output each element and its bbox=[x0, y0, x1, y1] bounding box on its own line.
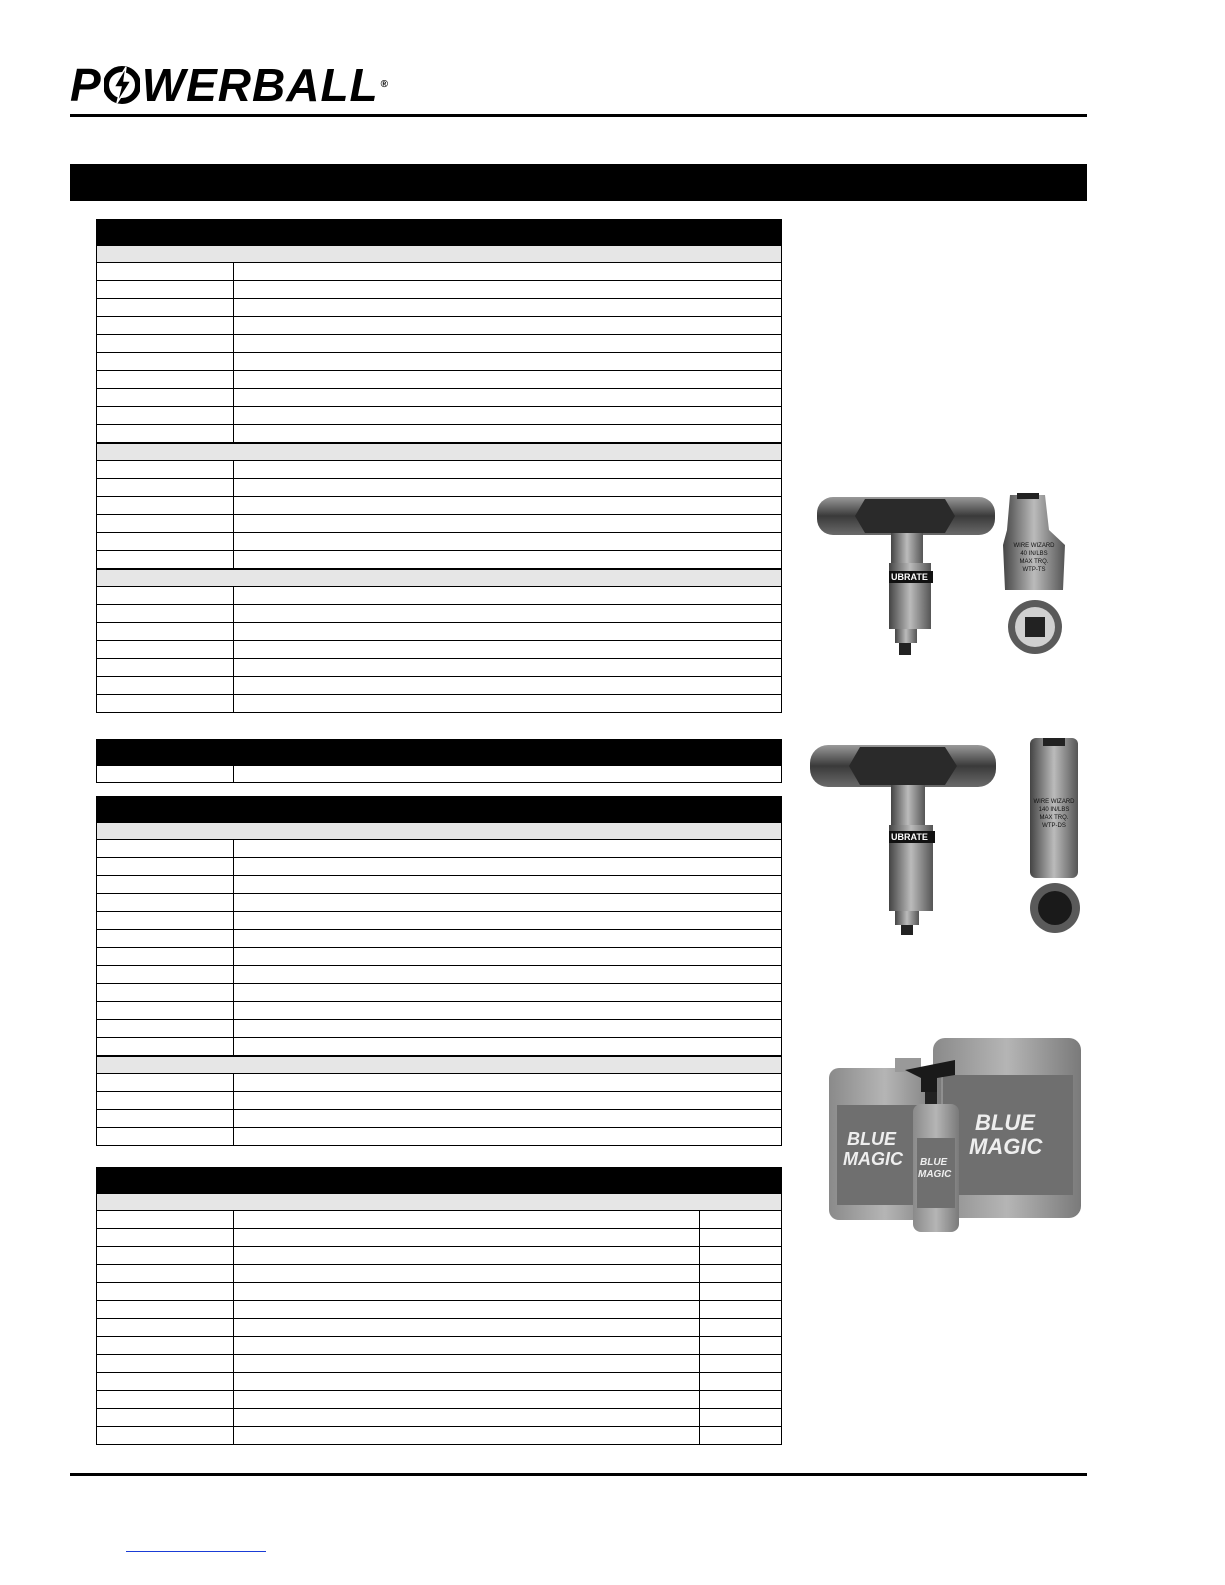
pail-label-line-1: BLUE bbox=[975, 1110, 1035, 1135]
spec-table-3 bbox=[96, 796, 782, 1146]
table-row bbox=[96, 1319, 782, 1337]
socket2-line-4: WTP-DS bbox=[1042, 823, 1066, 829]
torque-tool-photo-1 bbox=[805, 485, 1095, 660]
registered-mark: ® bbox=[380, 79, 390, 90]
table-row bbox=[96, 1427, 782, 1445]
jug-label-line-2: MAGIC bbox=[843, 1149, 903, 1169]
table-row bbox=[96, 1229, 782, 1247]
spec-table-1 bbox=[96, 219, 782, 713]
table-row bbox=[96, 912, 782, 930]
table-row bbox=[96, 1092, 782, 1110]
table-row bbox=[96, 1247, 782, 1265]
table-row bbox=[96, 1110, 782, 1128]
table-row bbox=[96, 1337, 782, 1355]
powerball-logo bbox=[70, 60, 389, 110]
socket2-line-1: WIRE WIZARD bbox=[1033, 799, 1075, 805]
table-row bbox=[96, 587, 782, 605]
t-handle-wrench-icon bbox=[817, 497, 995, 655]
table-row bbox=[96, 299, 782, 317]
header-rule bbox=[70, 114, 1087, 117]
table-row bbox=[96, 335, 782, 353]
table-subheader bbox=[96, 245, 782, 263]
table-subheader bbox=[96, 822, 782, 840]
table-row bbox=[96, 425, 782, 443]
table-row bbox=[96, 1020, 782, 1038]
handle-band-label: UBRATE bbox=[891, 572, 928, 582]
table-row bbox=[96, 858, 782, 876]
table-row bbox=[96, 1265, 782, 1283]
table-header bbox=[96, 739, 782, 765]
table-subheader bbox=[96, 569, 782, 587]
bottle-label-line-1: BLUE bbox=[920, 1157, 948, 1168]
table-row bbox=[96, 1391, 782, 1409]
deep-socket-icon bbox=[1030, 738, 1078, 878]
table-subheader bbox=[96, 1056, 782, 1074]
t-handle-wrench-icon bbox=[810, 745, 996, 935]
table-row bbox=[96, 641, 782, 659]
handle-band-label: UBRATE bbox=[891, 832, 928, 842]
table-row bbox=[96, 1409, 782, 1427]
socket1-line-2: 40 IN/LBS bbox=[1020, 551, 1048, 557]
table-header bbox=[96, 796, 782, 822]
jug-label-line-1: BLUE bbox=[847, 1129, 896, 1149]
table-row bbox=[96, 263, 782, 281]
bottle-label-line-2: MAGIC bbox=[918, 1169, 952, 1180]
table-row bbox=[96, 876, 782, 894]
socket2-line-3: MAX TRQ. bbox=[1039, 815, 1069, 821]
table-row bbox=[96, 533, 782, 551]
pail-label-line-2: MAGIC bbox=[969, 1134, 1043, 1159]
logo-text-right: WERBALL bbox=[141, 59, 379, 111]
table-row bbox=[96, 695, 782, 713]
table-row bbox=[96, 497, 782, 515]
short-socket-icon bbox=[1003, 493, 1065, 590]
table-row bbox=[96, 984, 782, 1002]
socket2-line-2: 140 IN/LBS bbox=[1038, 807, 1070, 813]
table-subheader bbox=[96, 1193, 782, 1211]
table-header bbox=[96, 1167, 782, 1193]
table-row bbox=[96, 1301, 782, 1319]
table-row bbox=[96, 1355, 782, 1373]
socket1-line-3: MAX TRQ. bbox=[1019, 559, 1049, 565]
table-row bbox=[96, 407, 782, 425]
table-row bbox=[96, 371, 782, 389]
table-row bbox=[96, 1002, 782, 1020]
table-row bbox=[96, 894, 782, 912]
lightning-bolt-icon bbox=[104, 65, 140, 105]
table-row bbox=[96, 1283, 782, 1301]
table-row bbox=[96, 840, 782, 858]
table-row bbox=[96, 677, 782, 695]
table-row bbox=[96, 1211, 782, 1229]
table-subheader bbox=[96, 443, 782, 461]
table-row bbox=[96, 765, 782, 783]
spec-table-2 bbox=[96, 739, 782, 783]
footer-rule bbox=[70, 1473, 1087, 1476]
logo-text-left: P bbox=[70, 59, 102, 111]
table-row bbox=[96, 479, 782, 497]
socket-end-view-icon bbox=[1008, 600, 1062, 654]
torque-tool-photo-2 bbox=[805, 733, 1095, 938]
socket1-line-4: WTP-TS bbox=[1022, 567, 1046, 573]
table-row bbox=[96, 461, 782, 479]
table-row bbox=[96, 1373, 782, 1391]
table-row bbox=[96, 659, 782, 677]
table-row bbox=[96, 1038, 782, 1056]
table-row bbox=[96, 1128, 782, 1146]
table-row bbox=[96, 551, 782, 569]
footer-link-underline[interactable] bbox=[126, 1551, 266, 1552]
table-row bbox=[96, 281, 782, 299]
socket1-line-1: WIRE WIZARD bbox=[1013, 543, 1055, 549]
table-row bbox=[96, 1074, 782, 1092]
table-row bbox=[96, 317, 782, 335]
table-row bbox=[96, 966, 782, 984]
title-band bbox=[70, 164, 1087, 201]
table-row bbox=[96, 515, 782, 533]
spec-table-4 bbox=[96, 1167, 782, 1445]
blue-magic-photo bbox=[825, 1030, 1085, 1235]
table-row bbox=[96, 605, 782, 623]
table-row bbox=[96, 930, 782, 948]
table-header bbox=[96, 219, 782, 245]
socket-end-view-icon bbox=[1030, 883, 1080, 933]
table-row bbox=[96, 389, 782, 407]
table-row bbox=[96, 948, 782, 966]
table-row bbox=[96, 623, 782, 641]
table-row bbox=[96, 353, 782, 371]
